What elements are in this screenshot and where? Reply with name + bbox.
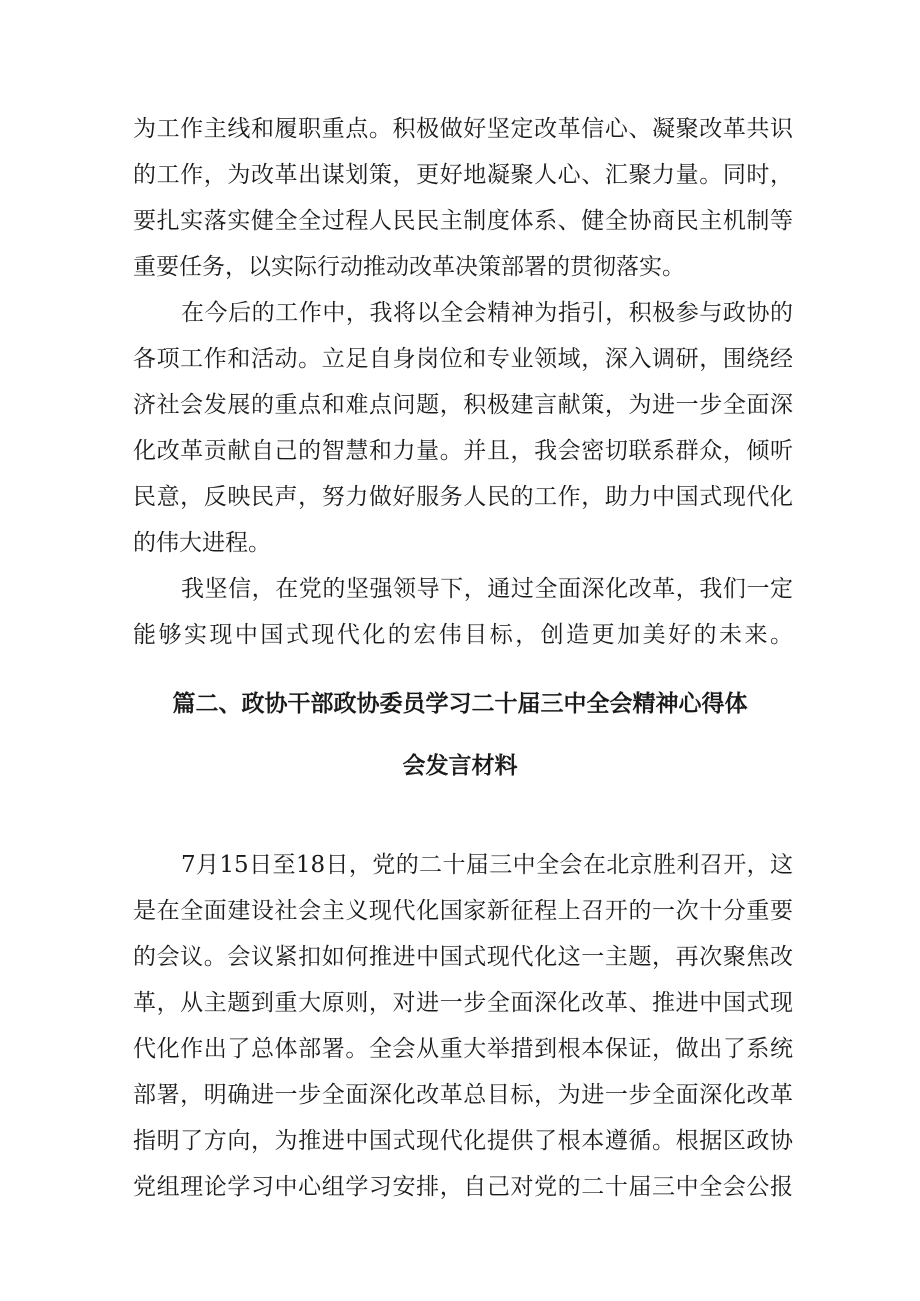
section-title-line-1: 篇二、政协干部政协委员学习二十届三中全会精神心得体 [172,691,748,717]
text-line: 各项工作和活动。立足自身岗位和专业领域，深入调研，围绕经 [133,346,793,372]
text-line: 代化作出了总体部署。全会从重大举措到根本保证，做出了系统 [133,1036,793,1062]
text-line: 7月15日至18日，党的二十届三中全会在北京胜利召开，这 [181,852,793,878]
text-line: 革，从主题到重大原则，对进一步全面深化改革、推进中国式现 [133,990,793,1016]
section-title-line-2: 会发言材料 [402,753,518,779]
text-line: 指明了方向，为推进中国式现代化提供了根本遵循。根据区政协 [133,1128,793,1154]
text-line: 民意，反映民声，努力做好服务人民的工作，助力中国式现代化 [133,484,793,510]
text-line: 我坚信，在党的坚强领导下，通过全面深化改革，我们一定 [181,576,793,602]
text-line: 能够实现中国式现代化的宏伟目标，创造更加美好的未来。 [133,622,793,648]
text-line: 的会议。会议紧扣如何推进中国式现代化这一主题，再次聚焦改 [133,944,793,970]
text-line: 化改革贡献自己的智慧和力量。并且，我会密切联系群众，倾听 [133,438,793,464]
text-line: 的伟大进程。 [133,530,271,556]
text-line: 重要任务，以实际行动推动改革决策部署的贯彻落实。 [133,254,685,280]
text-line: 的工作，为改革出谋划策，更好地凝聚人心、汇聚力量。同时， [133,162,793,188]
text-line: 要扎实落实健全全过程人民民主制度体系、健全协商民主机制等 [133,208,793,234]
text-line: 为工作主线和履职重点。积极做好坚定改革信心、凝聚改革共识 [133,116,793,142]
text-line: 济社会发展的重点和难点问题，积极建言献策，为进一步全面深 [133,392,793,418]
text-line: 在今后的工作中，我将以全会精神为指引，积极参与政协的 [181,300,793,326]
text-line: 党组理论学习中心组学习安排，自己对党的二十届三中全会公报 [133,1174,793,1200]
text-line: 是在全面建设社会主义现代化国家新征程上召开的一次十分重要 [133,898,793,924]
text-line: 部署，明确进一步全面深化改革总目标，为进一步全面深化改革 [133,1082,793,1108]
